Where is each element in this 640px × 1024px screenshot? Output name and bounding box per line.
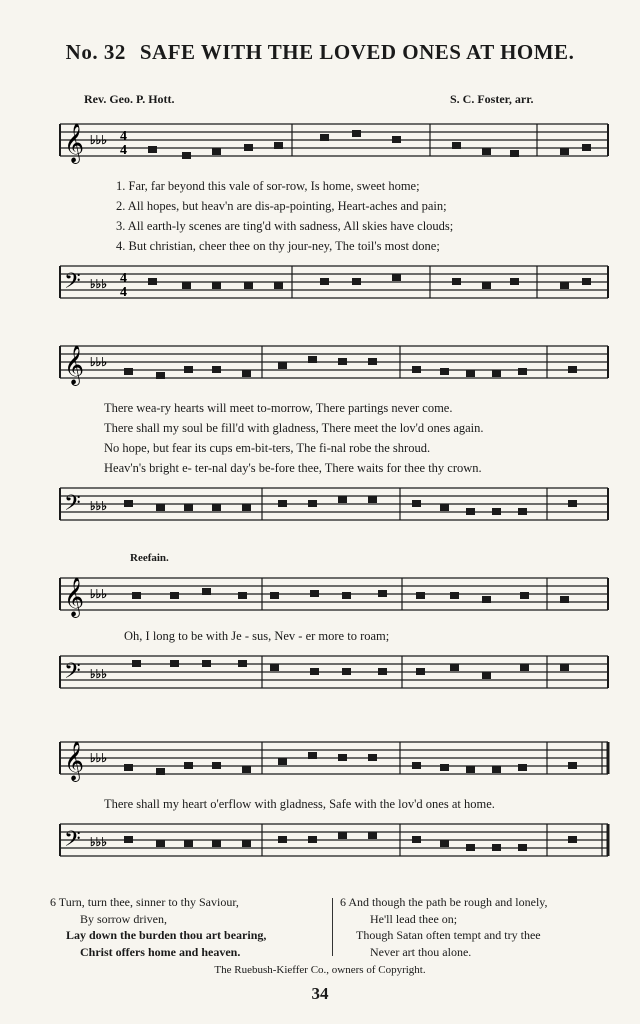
lyric-line: 4. But christian, cheer thee on thy jour-ney, The toil's most done; [116,239,440,253]
stanza-line: Lay down the burden thou art bearing, [66,928,267,942]
lyric-line: There wea-ry hearts will meet to-morrow, There partings never come. [104,401,453,415]
refrain-label: Reefain. [130,552,169,564]
svg-text:♭♭♭: ♭♭♭ [90,277,107,291]
music-system-2 [52,340,612,536]
svg-text:𝄢: 𝄢 [64,827,81,857]
lyric-line: Oh, I long to be with Je - sus, Nev - er more to roam; [124,629,390,643]
svg-text:𝄢: 𝄢 [64,659,81,689]
svg-text:4: 4 [120,143,127,158]
composer-credit: S. C. Foster, arr. [450,92,534,106]
svg-text:♭♭♭: ♭♭♭ [90,355,107,369]
lyric-line: There shall my soul be fill'd with gladness, There meet the lov'd ones again. [104,421,484,435]
svg-text:𝄞: 𝄞 [64,577,85,617]
svg-text:♭♭♭: ♭♭♭ [90,751,107,765]
bass-staff-1 [52,256,612,314]
bass-staff-2 [52,478,612,536]
lyric-line: There shall my heart o'erflow with gladness, Safe with the lov'd ones at home. [104,797,495,811]
refrain-lyrics-2 [52,794,612,814]
author-credit: Rev. Geo. P. Hott. [84,92,175,106]
svg-text:𝄞: 𝄞 [64,345,85,385]
music-system-1 [52,118,612,314]
svg-text:♭♭♭: ♭♭♭ [90,133,107,147]
lyric-line: 1. Far, far beyond this vale of sor-row, Is home, sweet home; [116,179,420,193]
svg-text:𝄞: 𝄞 [64,123,85,163]
refrain-lyrics-1 [52,626,612,646]
music-system-4 [52,736,612,872]
svg-text:♭♭♭: ♭♭♭ [90,667,107,681]
svg-text:𝄢: 𝄢 [64,491,81,521]
stanza-line: Though Satan often tempt and try thee [356,928,541,942]
hymn-number: No. 32 [65,40,126,64]
hymn-name: SAFE WITH THE LOVED ONES AT HOME. [139,40,575,64]
svg-text:𝄞: 𝄞 [64,741,85,781]
treble-staff-4 [52,736,612,794]
stanza-6a [50,894,330,960]
bass-staff-3 [52,646,612,704]
page-number: 34 [311,984,329,1003]
lyric-line: No hope, but fear its cups em-bit-ters, The fi-nal robe the shroud. [104,441,431,455]
verse-lyrics-1 [52,176,612,256]
copyright-notice: The Ruebush-Kieffer Co., owners of Copyright. [214,964,426,976]
treble-staff-2 [52,340,612,398]
stanza-6b [340,894,620,960]
lyric-line: 3. All earth-ly scenes are ting'd with sadness, All skies have clouds; [116,219,454,233]
treble-staff-1 [52,118,612,176]
stanza-line: 6 And though the path be rough and lonely, [340,895,548,909]
svg-text:𝄢: 𝄢 [64,269,81,299]
stanza-line: Never art thou alone. [370,944,472,959]
stanza-divider [332,898,333,956]
svg-text:4: 4 [120,271,127,286]
svg-text:4: 4 [120,129,127,144]
music-system-3 [52,568,612,704]
verse-lyrics-2 [52,398,612,478]
stanza-line: He'll lead thee on; [370,911,458,926]
lyric-line: Heav'n's bright e- ter-nal day's be-fore thee, There waits for thee thy crown. [104,461,482,475]
bass-staff-4 [52,814,612,872]
lyric-line: 2. All hopes, but heav'n are dis-ap-pointing, Heart-aches and pain; [116,199,447,213]
treble-staff-3 [52,568,612,626]
svg-text:4: 4 [120,285,127,300]
stanza-line: By sorrow driven, [80,911,167,926]
svg-text:♭♭♭: ♭♭♭ [90,835,107,849]
svg-text:♭♭♭: ♭♭♭ [90,499,107,513]
hymn-title [0,40,640,65]
stanza-line: 6 Turn, turn thee, sinner to thy Saviour, [50,895,239,909]
svg-text:♭♭♭: ♭♭♭ [90,587,107,601]
stanza-line: Christ offers home and heaven. [80,944,241,959]
